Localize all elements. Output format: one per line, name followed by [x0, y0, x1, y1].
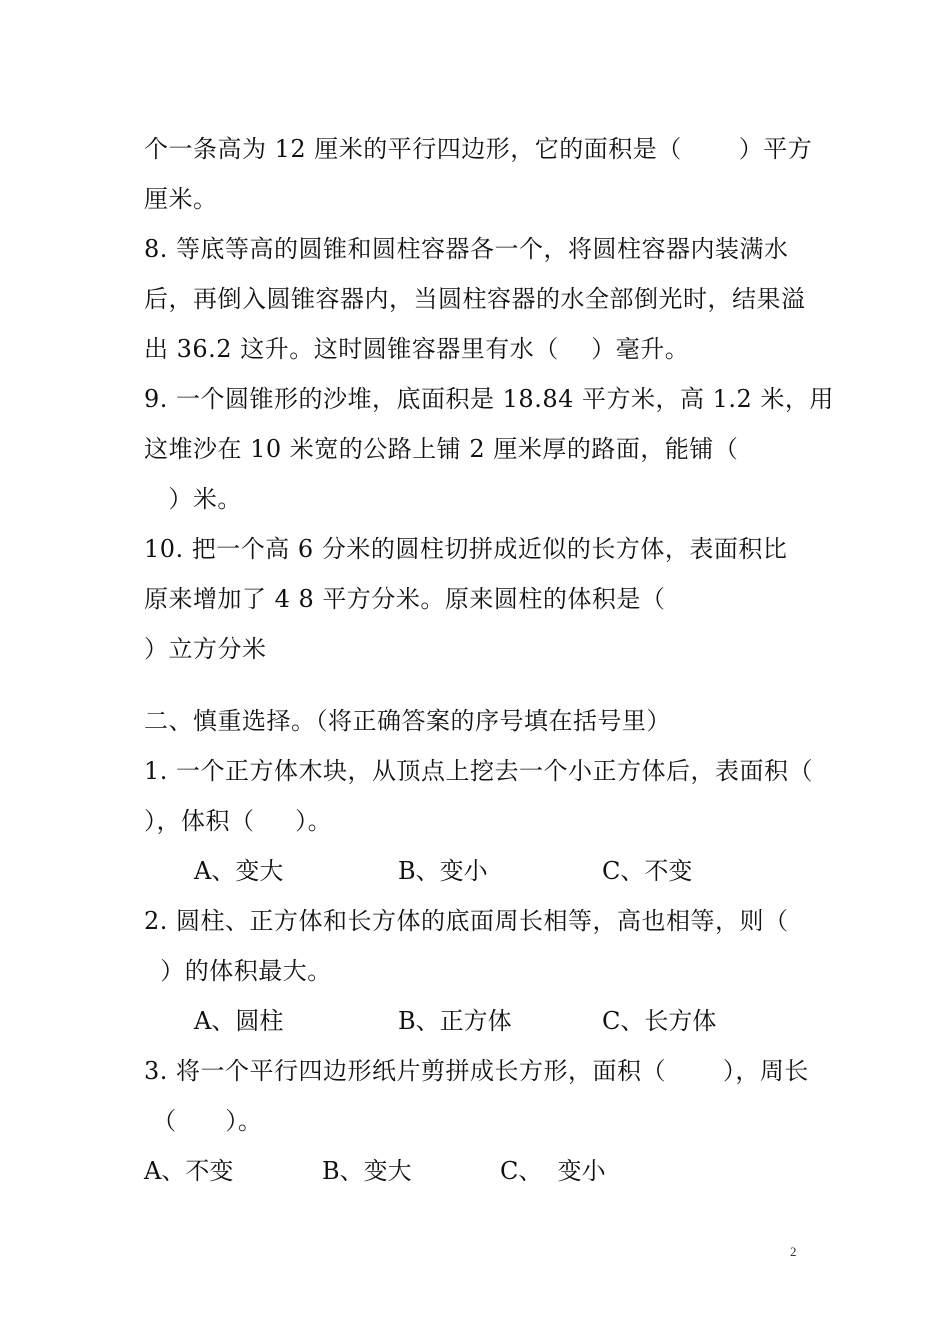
text-line: ），体积（ ）。: [144, 807, 333, 835]
choice-question-1: 1. 一个正方体木块，从顶点上挖去一个小正方体后，表面积（: [144, 757, 814, 785]
q3-option-b: B、变大: [322, 1157, 412, 1185]
q1-option-b: B、变小: [398, 857, 488, 885]
q2-option-a: A、圆柱: [194, 1007, 284, 1035]
q3-option-c: C、 变小: [500, 1157, 606, 1185]
q2-option-c: C、长方体: [602, 1007, 717, 1035]
text-line: 厘米。: [144, 185, 218, 213]
text-line: 原来增加了 4 8 平方分米。原来圆柱的体积是（: [144, 585, 666, 613]
q1-option-c: C、不变: [602, 857, 693, 885]
text-line: 个一条高为 12 厘米的平行四边形，它的面积是（ ）平方: [144, 135, 813, 163]
section-heading: 二、慎重选择。（将正确答案的序号填在括号里）: [144, 707, 671, 735]
q2-option-b: B、正方体: [398, 1007, 512, 1035]
text-line: 出 36.2 这升。这时圆锥容器里有水（ ）毫升。: [144, 335, 690, 363]
text-line: ）米。: [144, 485, 242, 513]
page-number: 2: [790, 1244, 797, 1259]
text-line: 后，再倒入圆锥容器内，当圆柱容器的水全部倒光时，结果溢: [144, 285, 806, 313]
question-10-line: 10. 把一个高 6 分米的圆柱切拼成近似的长方体，表面积比: [144, 535, 788, 563]
text-line: （ ）。: [144, 1107, 263, 1135]
text-line: 这堆沙在 10 米宽的公路上铺 2 厘米厚的路面，能铺（: [144, 435, 739, 463]
question-8-line: 8. 等底等高的圆锥和圆柱容器各一个，将圆柱容器内装满水: [144, 235, 789, 263]
choice-question-3: 3. 将一个平行四边形纸片剪拼成长方形，面积（ ），周长: [144, 1057, 809, 1085]
question-9-line: 9. 一个圆锥形的沙堆，底面积是 18.84 平方米，高 1.2 米，用: [144, 385, 834, 413]
choice-question-2: 2. 圆柱、正方体和长方体的底面周长相等，高也相等，则（: [144, 907, 789, 935]
q3-option-a: A、不变: [144, 1157, 234, 1185]
q1-option-a: A、变大: [194, 857, 284, 885]
text-line: ）的体积最大。: [144, 957, 332, 985]
text-line: ）立方分米: [144, 635, 267, 663]
